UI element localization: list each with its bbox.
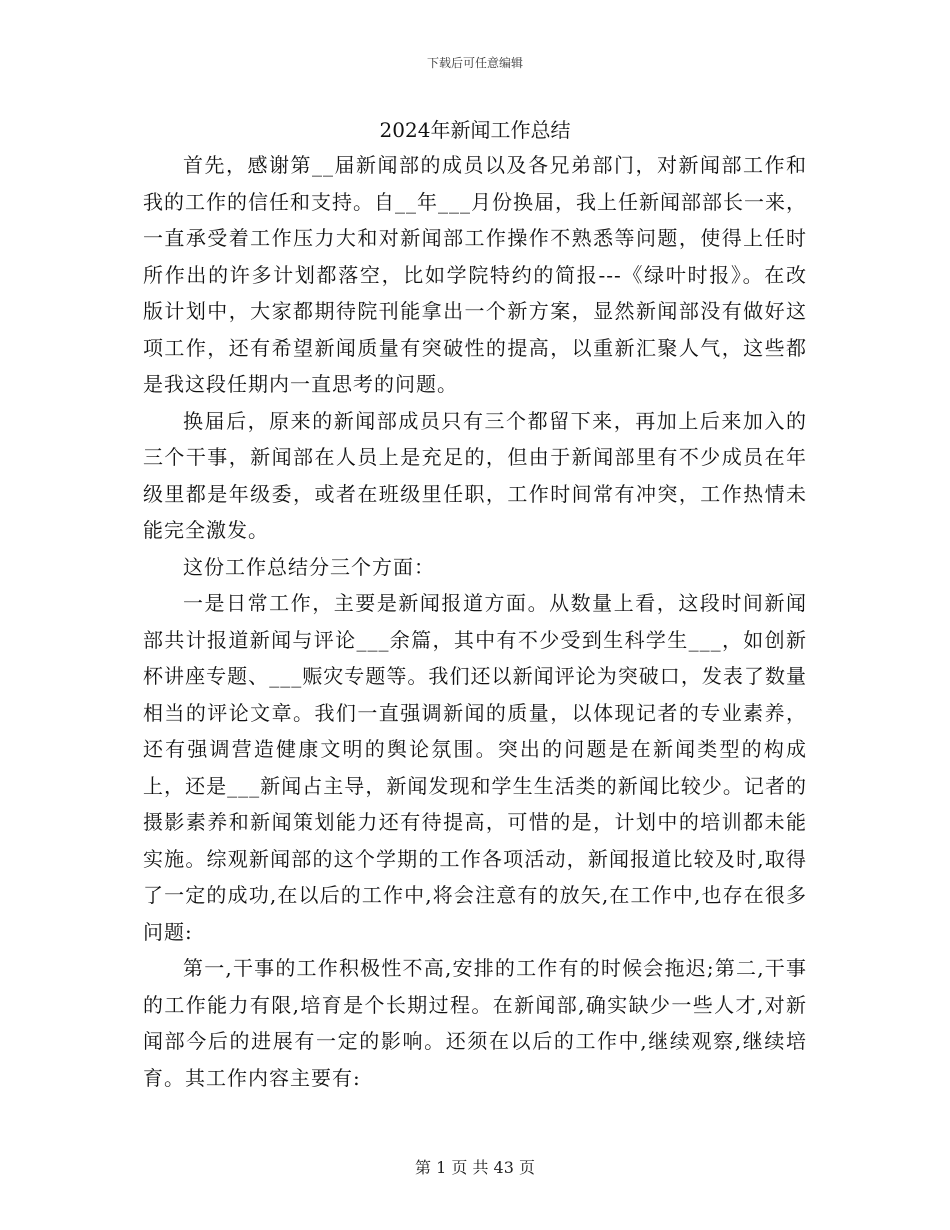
page-footer: 第 1 页 共 43 页 (415, 1158, 535, 1177)
paragraph-problems: 第一,干事的工作积极性不高,安排的工作有的时候会拖迟;第二,干事的工作能力有限,培育是个长期过程。在新闻部,确实缺少一些人才,对新闻部今后的进展有一定的影响。还须在以后的工作中,继续观察,继续培育。其工作内容主要有: (143, 956, 807, 1090)
paragraph-outline: 这份工作总结分三个方面： (183, 554, 435, 579)
document-body (143, 147, 807, 1096)
document-title: 2024年新闻工作总结 (379, 118, 571, 142)
paragraph-intro: 首先，感谢第__届新闻部的成员以及各兄弟部门，对新闻部工作和我的工作的信任和支持。自__年___月份换届，我上任新闻部部长一来，一直承受着工作压力大和对新闻部工作操作不熟悉等问题，使得上任时所作出的许多计划都落空，比如学院特约的简报---《绿叶时报》。在改版计划中，大家都期待院刊能拿出一个新方案，显然新闻部没有做好这项工作，还有希望新闻质量有突破性的提高，以重新汇聚人气，这些都是我这段任期内一直思考的问题。 (143, 153, 807, 396)
header-note: 下载后可任意编辑 (426, 56, 523, 70)
paragraph-daily-work: 一是日常工作，主要是新闻报道方面。从数量上看，这段时间新闻部共计报道新闻与评论___余篇，其中有不少受到生科学生___，如创新杯讲座专题、___赈灾专题等。我们还以新闻评论为突破口，发表了数量相当的评论文章。我们一直强调新闻的质量，以体现记者的专业素养，还有强调营造健康文明的舆论氛围。突出的问题是在新闻类型的构成上，还是___新闻占主导，新闻发现和学生生活类的新闻比较少。记者的摄影素养和新闻策划能力还有待提高，可惜的是，计划中的培训都未能实施。综观新闻部的这个学期的工作各项活动，新闻报道比较及时,取得了一定的成功,在以后的工作中,将会注意有的放矢,在工作中,也存在很多问题: (143, 591, 807, 944)
paragraph-staffing: 换届后，原来的新闻部成员只有三个都留下来，再加上后来加入的三个干事，新闻部在人员上是充足的，但由于新闻部里有不少成员在年级里都是年级委，或者在班级里任职，工作时间常有冲突，工作热情未能完全激发。 (143, 408, 807, 542)
